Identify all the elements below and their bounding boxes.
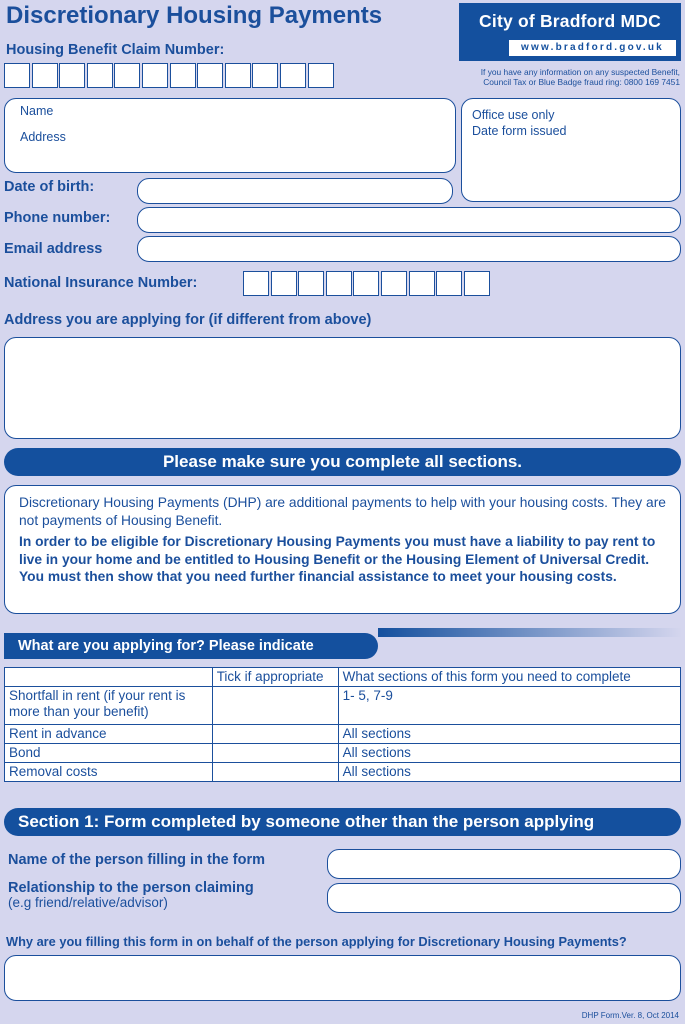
- ni-digit-box[interactable]: [381, 271, 407, 296]
- why-label: Why are you filling this form in on behalf of the person applying for Discretionary Housing Payments?: [6, 934, 627, 949]
- claim-digit-box[interactable]: [252, 63, 278, 88]
- claim-digit-box[interactable]: [4, 63, 30, 88]
- tick-cell[interactable]: [212, 687, 338, 725]
- date-issued-label: Date form issued: [472, 124, 567, 138]
- filler-name-field[interactable]: [327, 849, 681, 879]
- claim-digit-box[interactable]: [280, 63, 306, 88]
- logo-url: www.bradford.gov.uk: [509, 40, 676, 56]
- email-label: Email address: [4, 241, 103, 257]
- relationship-label: Relationship to the person claiming: [8, 880, 254, 896]
- claim-digit-box[interactable]: [225, 63, 251, 88]
- claim-digit-box[interactable]: [87, 63, 113, 88]
- ni-number-label: National Insurance Number:: [4, 275, 198, 291]
- phone-label: Phone number:: [4, 210, 111, 226]
- applying-sections: All sections: [338, 763, 680, 782]
- dhp-info-paragraph: Discretionary Housing Payments (DHP) are additional payments to help with your housing costs. They are not payments of Housing Benefit.: [19, 495, 666, 528]
- tick-cell[interactable]: [212, 763, 338, 782]
- email-field[interactable]: [137, 236, 681, 262]
- table-row: [5, 687, 681, 725]
- claim-digit-box[interactable]: [59, 63, 85, 88]
- claim-digit-box[interactable]: [32, 63, 58, 88]
- table-row: [5, 725, 681, 744]
- phone-field[interactable]: [137, 207, 681, 233]
- ni-digit-box[interactable]: [353, 271, 379, 296]
- applying-for-table: [4, 667, 681, 782]
- applying-address-label: Address you are applying for (if different from above): [4, 312, 372, 328]
- ni-digit-box[interactable]: [326, 271, 352, 296]
- relationship-hint: (e.g friend/relative/advisor): [8, 895, 168, 910]
- ni-digit-box[interactable]: [464, 271, 490, 296]
- applying-sections: All sections: [338, 744, 680, 763]
- applying-address-field[interactable]: [4, 337, 681, 439]
- logo-name: City of Bradford MDC: [479, 11, 661, 31]
- relationship-field[interactable]: [327, 883, 681, 913]
- claim-digit-box[interactable]: [142, 63, 168, 88]
- applying-item: Bond: [5, 744, 213, 763]
- ni-number-boxes: [243, 271, 491, 296]
- claim-number-boxes: [4, 63, 335, 88]
- applying-item: Removal costs: [5, 763, 213, 782]
- applying-for-heading: What are you applying for? Please indicate: [4, 633, 378, 659]
- table-header-cell: What sections of this form you need to complete: [338, 668, 680, 687]
- office-use-box: [461, 98, 681, 202]
- table-row: [5, 744, 681, 763]
- page-title: Discretionary Housing Payments: [6, 2, 383, 29]
- office-use-label: Office use only: [472, 108, 555, 122]
- ni-digit-box[interactable]: [409, 271, 435, 296]
- eligibility-paragraph: In order to be eligible for Discretionary Housing Payments you must have a liability to pay rent to live in your home and be entitled to Housing Benefit or the Housing Element of Universal Credit. You must then show that you need further financial assistance to meet your housing costs.: [19, 534, 656, 584]
- ni-digit-box[interactable]: [243, 271, 269, 296]
- applying-sections: 1- 5, 7-9: [338, 687, 680, 725]
- table-row: [5, 763, 681, 782]
- ni-digit-box[interactable]: [271, 271, 297, 296]
- fraud-notice: [440, 67, 680, 87]
- claim-digit-box[interactable]: [170, 63, 196, 88]
- applying-sections: All sections: [338, 725, 680, 744]
- claim-digit-box[interactable]: [114, 63, 140, 88]
- tick-cell[interactable]: [212, 725, 338, 744]
- applying-item: Shortfall in rent (if your rent is more than your benefit): [5, 687, 213, 725]
- form-version: DHP Form.Ver. 8, Oct 2014: [581, 1011, 679, 1020]
- name-address-field[interactable]: [4, 98, 456, 173]
- ni-digit-box[interactable]: [436, 271, 462, 296]
- tick-cell[interactable]: [212, 744, 338, 763]
- table-header-row: [5, 668, 681, 687]
- section-divider-bar: [378, 628, 682, 637]
- name-label: Name: [20, 104, 54, 118]
- why-field[interactable]: [4, 955, 681, 1001]
- dhp-info-box: [4, 485, 681, 614]
- fraud-line-2: Council Tax or Blue Badge fraud ring: 0800 169 7451: [483, 77, 680, 87]
- claim-digit-box[interactable]: [197, 63, 223, 88]
- claim-number-label: Housing Benefit Claim Number:: [6, 42, 225, 58]
- table-header-cell: Tick if appropriate: [212, 668, 338, 687]
- dob-label: Date of birth:: [4, 179, 95, 195]
- claim-digit-box[interactable]: [308, 63, 334, 88]
- complete-all-banner: Please make sure you complete all sections.: [4, 448, 681, 476]
- fraud-line-1: If you have any information on any suspected Benefit,: [480, 67, 680, 77]
- address-label: Address: [20, 130, 66, 144]
- section1-banner: Section 1: Form completed by someone other than the person applying: [4, 808, 681, 836]
- filler-name-label: Name of the person filling in the form: [8, 852, 265, 868]
- applying-item: Rent in advance: [5, 725, 213, 744]
- dob-field[interactable]: [137, 178, 453, 204]
- ni-digit-box[interactable]: [298, 271, 324, 296]
- council-logo: [459, 3, 681, 61]
- table-header-cell: [5, 668, 213, 687]
